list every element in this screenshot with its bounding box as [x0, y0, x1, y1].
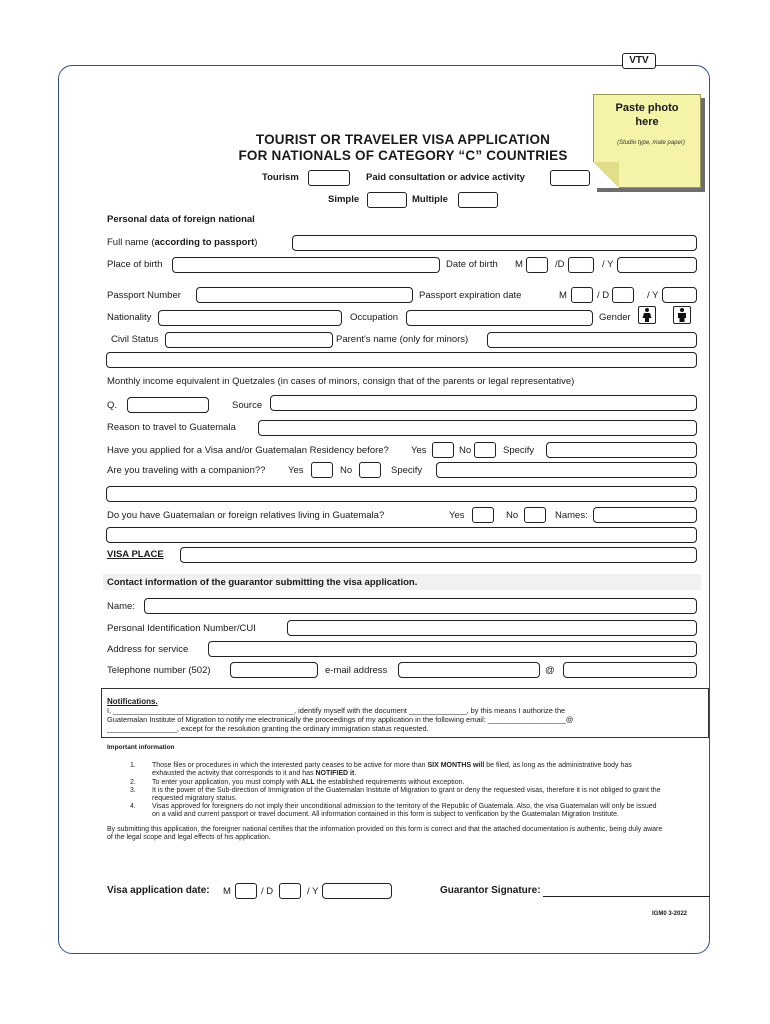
footer-year-field[interactable] — [322, 883, 392, 899]
applied-yes-label: Yes — [411, 445, 427, 456]
exp-year-field[interactable] — [662, 287, 697, 303]
applied-specify-field[interactable] — [546, 442, 697, 458]
important-item-1-num: 1. — [130, 762, 136, 769]
companion-no-checkbox[interactable] — [359, 462, 381, 478]
personal-section-title: Personal data of foreign national — [107, 214, 255, 225]
reason-to-travel-label: Reason to travel to Guatemala — [107, 422, 236, 433]
guarantor-email-domain-field[interactable] — [563, 662, 697, 678]
full-name-field[interactable] — [292, 235, 697, 251]
tourism-label: Tourism — [262, 172, 299, 183]
income-amount-field[interactable] — [127, 397, 209, 413]
companion-no-label: No — [340, 465, 353, 476]
footer-year-label: / Y — [307, 886, 319, 897]
exp-day-label: / D — [597, 290, 610, 301]
item1-text-a: Those files or procedures in which the interested party ceases to be active for more than — [152, 762, 428, 769]
civil-status-field[interactable] — [165, 332, 333, 348]
item1-text-b: be filed, as long as the administrative body has — [484, 762, 632, 769]
guarantor-name-label: Name: — [107, 601, 135, 612]
important-item-4-num: 4. — [130, 803, 136, 810]
exp-month-field[interactable] — [571, 287, 593, 303]
guarantor-email-label: e-mail address — [325, 665, 388, 676]
paid-consultation-label: Paid consultation or advice activity — [366, 172, 525, 183]
tourism-checkbox[interactable] — [308, 170, 350, 186]
form-code: IGM0 3-2022 — [652, 911, 688, 917]
photo-title-line1: Paste photo — [615, 102, 679, 114]
email-at-sign: @ — [545, 665, 555, 676]
passport-number-field[interactable] — [196, 287, 413, 303]
exp-month-label: M — [559, 290, 567, 301]
notifications-line2: Guatemalan Institute of Migration to notify me electronically the proceedings of my application in the following email: ___________________@ — [107, 715, 574, 724]
relatives-no-checkbox[interactable] — [524, 507, 546, 523]
guarantor-signature-label: Guarantor Signature: — [440, 885, 541, 896]
footer-month-label: M — [223, 886, 231, 897]
item1-bold: SIX MONTHS will — [427, 762, 485, 769]
guarantor-id-field[interactable] — [287, 620, 697, 636]
passport-expiration-label: Passport expiration date — [419, 290, 522, 301]
form-title-line2: FOR NATIONALS OF CATEGORY “C” COUNTRIES — [238, 148, 568, 163]
guarantor-name-field[interactable] — [144, 598, 697, 614]
important-item-2 — [152, 779, 464, 787]
relatives-names-field[interactable] — [593, 507, 697, 523]
important-item-3-line2: requested migratory status. — [152, 795, 237, 802]
paid-consultation-checkbox[interactable] — [550, 170, 590, 186]
income-source-field[interactable] — [270, 395, 697, 411]
important-item-4: Visas approved for foreigners do not imply their unconditional admission to the territory of the Republic of Guatemala. Also, the visa Guatemalan will only be issued — [152, 803, 657, 810]
simple-label: Simple — [328, 194, 360, 205]
parents-name-label: Parent's name (only for minors) — [336, 334, 469, 345]
important-item-4-line2: on a valid and current passport or travel document. All information contained in this form is subject to verification by the Guatemalan Migration Institute. — [152, 811, 619, 818]
multiple-label: Multiple — [412, 194, 448, 205]
important-item-3-num: 3. — [130, 787, 136, 794]
monthly-income-label: Monthly income equivalent in Quetzales (in cases of minors, consign that of the parents or legal representative) — [107, 376, 575, 387]
certify-line2: of the legal scope and legal effects of his application. — [107, 834, 271, 841]
companion-yes-label: Yes — [288, 465, 304, 476]
occupation-field[interactable] — [406, 310, 593, 326]
photo-note: (Studio type, mate paper) — [617, 140, 685, 146]
date-of-birth-label: Date of birth — [446, 259, 498, 270]
photo-title-line2: here — [635, 116, 659, 128]
item1-line2-a: exhausted the activity that corresponds to it and has — [152, 770, 316, 777]
companion-label: Are you traveling with a companion?? — [107, 465, 266, 476]
certify-line1: By submitting this application, the foreigner national certifies that the information provided on this form is correct and that the attached documentation is authentic, being duly aware — [107, 826, 663, 833]
footer-month-field[interactable] — [235, 883, 257, 899]
quetzales-label: Q. — [107, 400, 118, 411]
vtv-label: VTV — [622, 53, 656, 69]
dob-month-label: M — [515, 259, 523, 270]
visa-place-field[interactable] — [180, 547, 697, 563]
place-of-birth-field[interactable] — [172, 257, 440, 273]
item2-bold: ALL — [301, 779, 315, 786]
important-item-2-num: 2. — [130, 779, 136, 786]
visa-application-date-label: Visa application date: — [107, 885, 210, 896]
item2-text-a: To enter your application, you must comply with — [152, 779, 302, 786]
applied-specify-label: Specify — [503, 445, 535, 456]
dob-year-field[interactable] — [617, 257, 697, 273]
companion-extra-field[interactable] — [106, 486, 697, 502]
notifications-line1: I, ____________________________________________, identify myself with the document ______________, by this means I authorize the — [107, 706, 566, 715]
companion-specify-label: Specify — [391, 465, 423, 476]
passport-number-label: Passport Number — [107, 290, 181, 301]
guarantor-phone-label: Telephone number (502) — [107, 665, 211, 676]
parents-name-field[interactable] — [487, 332, 697, 348]
item1-line2-bold: NOTIFIED it — [315, 770, 355, 777]
guarantor-id-label: Personal Identification Number/CUI — [107, 623, 256, 634]
simple-checkbox[interactable] — [367, 192, 407, 208]
photo-fold — [593, 162, 619, 188]
dob-day-label: /D — [555, 259, 565, 270]
relatives-yes-checkbox[interactable] — [472, 507, 494, 523]
applied-no-label: No — [459, 445, 472, 456]
applied-yes-checkbox[interactable] — [432, 442, 454, 458]
source-label: Source — [232, 400, 263, 411]
multiple-checkbox[interactable] — [458, 192, 498, 208]
dob-year-label: / Y — [602, 259, 614, 270]
guarantor-address-label: Address for service — [107, 644, 189, 655]
full-name-bold: according to passport — [154, 237, 255, 248]
relatives-label: Do you have Guatemalan or foreign relatives living in Guatemala? — [107, 510, 385, 521]
photo-placeholder — [593, 94, 701, 188]
nationality-label: Nationality — [107, 312, 152, 323]
full-name-post: ) — [254, 237, 258, 248]
guarantor-signature-line[interactable] — [543, 896, 710, 897]
guarantor-section-title: Contact information of the guarantor submitting the visa application. — [107, 577, 418, 588]
item2-text-b: the established requirements without exception. — [314, 779, 465, 786]
notifications-title: Notifications. — [107, 697, 158, 706]
female-icon[interactable] — [638, 306, 656, 324]
relatives-names-label: Names: — [555, 510, 588, 521]
relatives-extra-field[interactable] — [106, 527, 697, 543]
important-item-1-line2 — [152, 770, 356, 778]
photo-title — [594, 101, 700, 129]
guarantor-email-user-field[interactable] — [398, 662, 540, 678]
full-name-pre: Full name ( — [107, 237, 155, 248]
guarantor-address-field[interactable] — [208, 641, 697, 657]
visa-place-label: VISA PLACE — [107, 549, 164, 560]
occupation-label: Occupation — [350, 312, 399, 323]
dob-month-field[interactable] — [526, 257, 548, 273]
applied-before-label: Have you applied for a Visa and/or Guatemalan Residency before? — [107, 445, 389, 456]
male-icon[interactable] — [673, 306, 691, 324]
item1-line2-b: . — [354, 770, 357, 777]
full-name-label — [107, 237, 257, 248]
civil-status-label: Civil Status — [111, 334, 159, 345]
companion-yes-checkbox[interactable] — [311, 462, 333, 478]
place-of-birth-label: Place of birth — [107, 259, 163, 270]
applied-no-checkbox[interactable] — [474, 442, 496, 458]
form-title-line1: TOURIST OR TRAVELER VISA APPLICATION — [255, 132, 551, 147]
important-title: Important information — [107, 744, 175, 751]
extra-personal-field[interactable] — [106, 352, 697, 368]
footer-day-label: / D — [261, 886, 274, 897]
relatives-no-label: No — [506, 510, 519, 521]
exp-day-field[interactable] — [612, 287, 634, 303]
important-item-3: It is the power of the Sub-direction of Immigration of the Guatemalan Institute of Migration to grant or deny the requested visas, therefore it is not obliged to grant the — [152, 787, 661, 794]
companion-specify-field[interactable] — [436, 462, 697, 478]
guarantor-phone-field[interactable] — [230, 662, 318, 678]
relatives-yes-label: Yes — [449, 510, 465, 521]
gender-label: Gender — [599, 312, 631, 323]
important-item-1 — [152, 762, 632, 770]
dob-day-field[interactable] — [568, 257, 594, 273]
reason-to-travel-field[interactable] — [258, 420, 697, 436]
exp-year-label: / Y — [647, 290, 659, 301]
notifications-line3: _________________, except for the resolution granting the ordinary immigration status requested. — [107, 724, 429, 733]
nationality-field[interactable] — [158, 310, 342, 326]
footer-day-field[interactable] — [279, 883, 301, 899]
